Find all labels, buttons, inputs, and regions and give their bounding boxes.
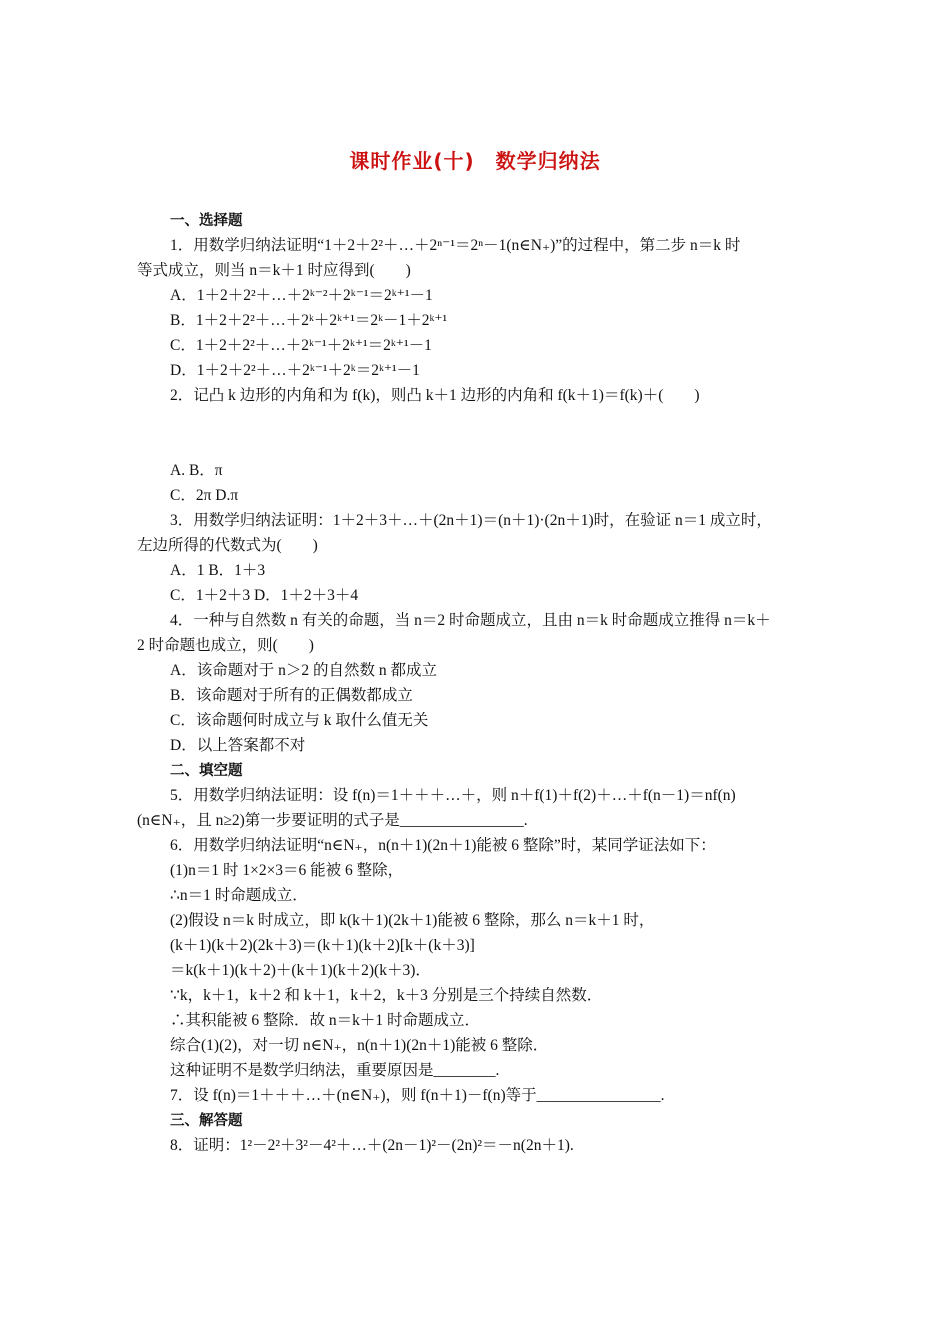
question-1-option-c: C．1＋2＋2²＋…＋2ᵏ⁻¹＋2ᵏ⁺¹＝2ᵏ⁺¹－1 [170, 337, 432, 354]
question-3-options-cd: C．1＋2＋3 D．1＋2＋3＋4 [170, 587, 359, 604]
question-6-line-8: ∴其积能被 6 整除．故 n＝k＋1 时命题成立． [170, 1012, 481, 1029]
question-2: 2．记凸 k 边形的内角和为 f(k)，则凸 k＋1 边形的内角和 f(k＋1)＝f(k)＋( ) [170, 387, 700, 404]
question-2-options-ab: A. B．π [170, 462, 223, 479]
question-8: 8．证明：1²－2²＋3²－4²＋…＋(2n－1)²－(2n)²＝－n(2n＋1). [170, 1137, 574, 1154]
section-heading-answer: 三、解答题 [170, 1113, 243, 1129]
question-4-option-c: C．该命题何时成立与 k 取什么值无关 [170, 712, 429, 729]
question-3-options-ab: A．1 B．1＋3 [170, 562, 266, 579]
question-5-line-1: 5．用数学归纳法证明：设 f(n)＝1＋＋＋…＋，则 n＋f(1)＋f(2)＋…＋f(n－1)＝nf(n) [170, 787, 736, 804]
question-6-line-3: ∴n＝1 时命题成立． [170, 887, 308, 904]
question-2-options-cd: C．2π D.π [170, 487, 239, 504]
question-6-line-1: 6．用数学归纳法证明“n∈N₊，n(n＋1)(2n＋1)能被 6 整除”时，某同学证法如下： [170, 837, 716, 854]
question-6-line-6: ＝k(k＋1)(k＋2)＋(k＋1)(k＋2)(k＋3)． [170, 962, 431, 979]
question-4-line-2: 2 时命题也成立，则( ) [137, 637, 314, 654]
question-6-line-9: 综合(1)(2)，对一切 n∈N₊，n(n＋1)(2n＋1)能被 6 整除． [170, 1037, 549, 1054]
question-1-option-d: D．1＋2＋2²＋…＋2ᵏ⁻¹＋2ᵏ＝2ᵏ⁺¹－1 [170, 362, 420, 379]
question-4-option-b: B．该命题对于所有的正偶数都成立 [170, 687, 413, 704]
question-6-line-4: (2)假设 n＝k 时成立，即 k(k＋1)(2k＋1)能被 6 整除，那么 n＝k＋1 时， [170, 912, 655, 929]
question-6-line-7: ∵k，k＋1，k＋2 和 k＋1，k＋2，k＋3 分别是三个持续自然数． [170, 987, 603, 1004]
question-5-line-2: (n∈N₊，且 n≥2)第一步要证明的式子是________________. [137, 812, 528, 829]
question-6-line-10: 这种证明不是数学归纳法，重要原因是________. [170, 1062, 500, 1079]
section-heading-fill: 二、填空题 [170, 763, 243, 779]
question-4-line-1: 4．一种与自然数 n 有关的命题，当 n＝2 时命题成立，且由 n＝k 时命题成立推得 n＝k＋ [170, 612, 771, 629]
question-7: 7．设 f(n)＝1＋＋＋…＋(n∈N₊)，则 f(n＋1)－f(n)等于________________. [170, 1087, 665, 1104]
question-3-line-2: 左边所得的代数式为( ) [137, 537, 318, 554]
question-1-option-a: A．1＋2＋2²＋…＋2ᵏ⁻²＋2ᵏ⁻¹＝2ᵏ⁺¹－1 [170, 287, 433, 304]
question-6-line-2: (1)n＝1 时 1×2×3＝6 能被 6 整除， [170, 862, 404, 879]
question-1-line-2: 等式成立，则当 n＝k＋1 时应得到( ) [137, 262, 411, 279]
question-3-line-1: 3．用数学归纳法证明：1＋2＋3＋…＋(2n＋1)＝(n＋1)·(2n＋1)时，在验证 n＝1 成立时， [170, 512, 772, 529]
question-6-line-5: (k＋1)(k＋2)(2k＋3)＝(k＋1)(k＋2)[k＋(k＋3)] [170, 937, 475, 954]
question-1-option-b: B．1＋2＋2²＋…＋2ᵏ＋2ᵏ⁺¹＝2ᵏ－1＋2ᵏ⁺¹ [170, 312, 448, 329]
section-heading-choice: 一、选择题 [170, 213, 243, 229]
page-title: 课时作业(十) 数学归纳法 [349, 149, 601, 173]
question-4-option-d: D．以上答案都不对 [170, 737, 306, 754]
question-1-line-1: 1．用数学归纳法证明“1＋2＋2²＋…＋2ⁿ⁻¹＝2ⁿ－1(n∈N₊)”的过程中，第二步 n＝k 时 [170, 237, 741, 254]
question-4-option-a: A．该命题对于 n＞2 的自然数 n 都成立 [170, 662, 437, 679]
